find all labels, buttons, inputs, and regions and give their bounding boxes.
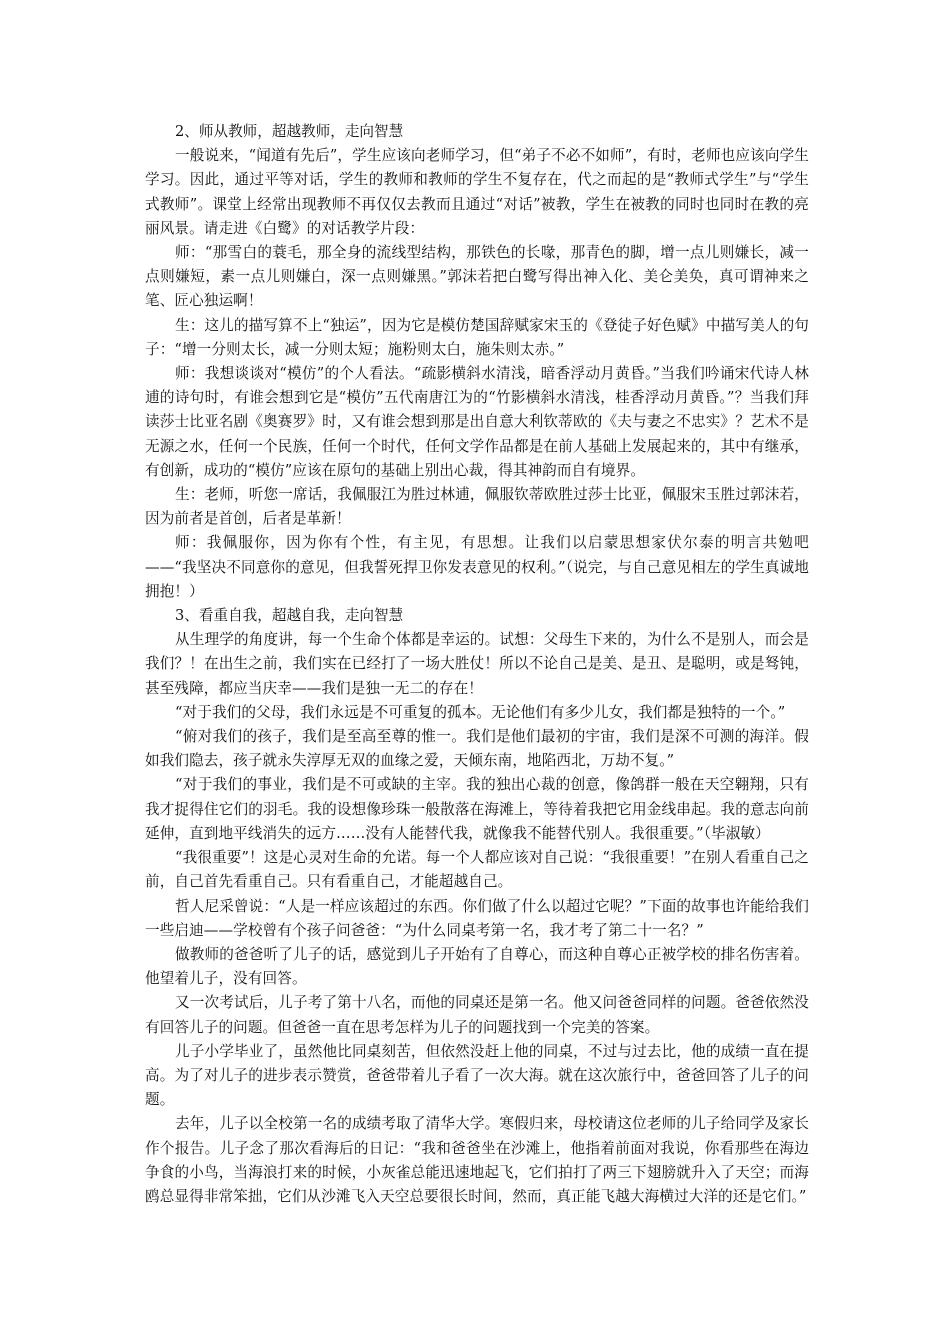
document-page: [145, 120, 809, 1209]
paragraph: 儿子小学毕业了，虽然他比同桌刻苦，但依然没赶上他的同桌，不过与过去比，他的成绩一直在提高。为了对儿子的进步表示赞赏，爸爸带着儿子看了一次大海。就在这次旅行中，爸爸回答了儿子的问题。: [145, 1042, 809, 1109]
section-2-heading: 2、师从教师，超越教师，走向智慧: [175, 123, 404, 140]
paragraph: 去年，儿子以全校第一名的成绩考取了清华大学。寒假归来，母校请这位老师的儿子给同学及家长作个报告。儿子念了那次看海后的日记：“我和爸爸坐在沙滩上，他指着前面对我说，你看那些在海边争食的小鸟，当海浪打来的时候，小灰雀总能迅速地起飞，它们拍打了两三下翅膀就升入了天空；而海鸥总显得非常笨拙，它们从沙滩飞入天空总要很长时间，然而，真正能飞越大海横过大洋的还是它们。”: [145, 1115, 809, 1205]
quote-paragraph: “对于我们的事业，我们是不可或缺的主宰。我的独出心裁的创意，像鸽群一般在天空翱翔，只有我才捉得住它们的羽毛。我的设想像珍珠一般散落在海滩上，等待着我把它用金线串起。我的意志向前延伸，直到地平线消失的远方……没有人能替代我，就像我不能替代别人。我很重要。”（毕淑敏）: [145, 776, 809, 842]
paragraph: 从生理学的角度讲，每一个生命个体都是幸运的。试想：父母生下来的，为什么不是别人，而会是我们？！在出生之前，我们实在已经打了一场大胜仗！所以不论自己是美、是丑、是聪明，或是驽钝，甚至残障，都应当庆幸——我们是独一无二的存在！: [145, 631, 809, 697]
paragraph: 一般说来，“闻道有先后”，学生应该向老师学习，但“弟子不必不如师”，有时，老师也应该向学生学习。因此，通过平等对话，学生的教师和教师的学生不复存在，代之而起的是“教师式学生”与“学生式教师”。课堂上经常出现教师不再仅仅去教而且通过“对话”被教，学生在被教的同时也同时在教的亮丽风景。请走进《白鹭》的对话教学片段：: [145, 147, 809, 237]
dialogue-teacher: 师：“那雪白的蓑毛，那全身的流线型结构，那铁色的长喙，那青色的脚，增一点儿则嫌长，减一点则嫌短，素一点儿则嫌白，深一点则嫌黑。”郭沫若把白鹭写得出神入化、美仑美奂，真可谓神来之笔、匠心独运啊！: [145, 244, 809, 310]
dialogue-teacher: 师：我佩服你，因为你有个性，有主见，有思想。让我们以启蒙思想家伏尔泰的明言共勉吧——“我坚决不同意你的意见，但我誓死捍卫你发表意见的权利。”（说完，与自己意见相左的学生真诚地拥抱！）: [145, 534, 809, 600]
quote-paragraph: “俯对我们的孩子，我们是至高至尊的惟一。我们是他们最初的宇宙，我们是深不可测的海洋。假如我们隐去，孩子就永失淳厚无双的血缘之爱，天倾东南，地陷西北，万劫不复。”: [145, 728, 809, 770]
paragraph: 又一次考试后，儿子考了第十八名，而他的同桌还是第一名。他又问爸爸同样的问题。爸爸依然没有回答儿子的问题。但爸爸一直在思考怎样为儿子的问题找到一个完美的答案。: [145, 994, 809, 1036]
paragraph: 哲人尼采曾说：“人是一样应该超过的东西。你们做了什么以超过它呢？”下面的故事也许能给我们一些启迪——学校曾有个孩子问爸爸：“为什么同桌考第一名，我才考了第二十一名？”: [145, 897, 809, 939]
dialogue-student: 生：这儿的描写算不上“独运”，因为它是模仿楚国辞赋家宋玉的《登徒子好色赋》中描写美人的句子：“增一分则太长，减一分则太短；施粉则太白，施朱则太赤。”: [145, 316, 809, 358]
section-3-heading: 3、看重自我，超越自我，走向智慧: [175, 607, 404, 625]
quote-paragraph: “对于我们的父母，我们永远是不可重复的孤本。无论他们有多少儿女，我们都是独特的一个。”: [175, 703, 786, 721]
dialogue-teacher: 师：我想谈谈对“模仿”的个人看法。“疏影横斜水清浅，暗香浮动月黄昏。”当我们吟诵宋代诗人林逋的诗句时，有谁会想到它是“模仿”五代南唐江为的“竹影横斜水清浅，桂香浮动月黄昏。”？当我们拜读莎士比亚名剧《奥赛罗》时，又有谁会想到那是出自意大利钦蒂欧的《夫与妻之不忠实》？艺术不是无源之水，任何一个民族，任何一个时代，任何文学作品都是在前人基础上发展起来的，其中有继承，有创新，成功的“模仿”应该在原句的基础上别出心裁，得其神韵而自有境界。: [145, 365, 809, 479]
dialogue-student: 生：老师，听您一席话，我佩服江为胜过林逋，佩服钦蒂欧胜过莎士比亚，佩服宋玉胜过郭沫若，因为前者是首创，后者是革新！: [145, 486, 809, 528]
paragraph: “我很重要”！这是心灵对生命的允诺。每一个人都应该对自己说：“我很重要！”在别人看重自己之前，自己首先看重自己。只有看重自己，才能超越自己。: [145, 849, 809, 891]
paragraph: 做教师的爸爸听了儿子的话，感觉到儿子开始有了自尊心，而这种自尊心正被学校的排名伤害着。他望着儿子，没有回答。: [145, 945, 809, 988]
